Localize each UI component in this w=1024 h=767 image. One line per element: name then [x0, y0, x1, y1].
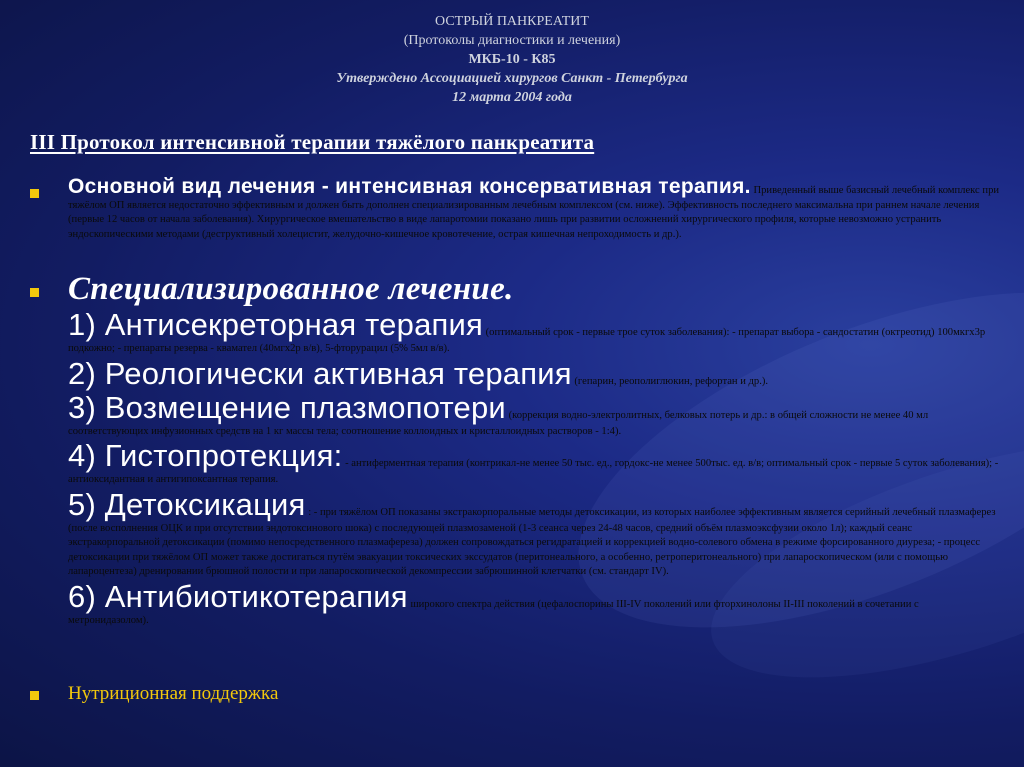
nutrition-bullet: [30, 683, 1002, 705]
main-treatment-bullet: [30, 175, 1002, 242]
specialized-heading: Специализированное лечение.: [68, 271, 514, 307]
main-treatment-lead: Основной вид лечения - интенсивная консервативная терапия.: [68, 175, 751, 198]
bullet-square-icon: [30, 691, 39, 700]
treatment-item-detail: широкого спектра действия (цефалоспорины III-IV поколений или фторхинолоны II-III поколений в сочетании с метронидазолом).: [68, 598, 919, 626]
specialized-treatment-content: [68, 270, 1002, 628]
treatment-item-title: 4) Гистопротекция:: [68, 438, 343, 473]
treatment-item-detail: (коррекция водно-электролитных, белковых потерь и др.: в общей сложности не менее 40 мл соответствующих инфузионных средств на 1 кг массы тела; соотношение коллоидных и кристаллоидных растворов - 1:4).: [68, 409, 929, 437]
main-treatment-text: [68, 175, 1002, 242]
protocol-title: III Протокол интенсивной терапии тяжёлого панкреатита: [30, 130, 595, 154]
header-icd-code: МКБ-10 - К85: [468, 52, 556, 67]
treatment-item-detail: (гепарин, реополиглюкин, рефортан и др.).: [574, 375, 769, 387]
bullet-square-icon: [30, 189, 39, 198]
header-title: ОСТРЫЙ ПАНКРЕАТИТ: [435, 14, 589, 29]
header-approval: Утверждено Ассоциацией хирургов Санкт - Петербурга: [336, 71, 688, 86]
treatment-item: [68, 308, 1002, 357]
treatment-item-title: 5) Детоксикация: [68, 486, 306, 522]
treatment-item: [68, 488, 1002, 580]
treatment-item-title: 3) Возмещение плазмопотери: [68, 389, 506, 425]
main-treatment-body: Приведенный выше базисный лечебный комплекс при тяжёлом ОП является недостаточно эффективным и должен быть дополнен специализированным лечебным комплексом (см. ниже). Эффективность последнего максимальна при раннем начале лечения (первые 12 часов от начала заболевания). Хирургическое вмешательство в виде лапаротомии показано лишь при развитии осложнений хирургического профиля, которые невозможно устранить эндоскопическими методами (деструктивный холецистит, желудочно-кишечное кровотечение, острая кишечная непроходимость и др.).: [68, 185, 1000, 240]
treatment-item-title: 2) Реологически активная терапия: [68, 355, 572, 391]
treatment-item-detail: - антиферментная терапия (контрикал-не менее 50 тыс. ед., гордокс-не менее 500тыс. ед. в/в; оптимальный срок - первые 5 суток заболевания); - антиоксидантная и антигипоксантная терапия.: [68, 458, 999, 485]
nutrition-text: Нутриционная поддержка: [68, 683, 279, 704]
treatment-item: [68, 580, 1002, 629]
header-subtitle: (Протоколы диагностики и лечения): [403, 33, 621, 48]
treatment-item-detail: : - при тяжёлом ОП показаны экстракорпоральные методы детоксикации, из которых наиболее эффективным является серийный лечебный плазмаферез (после восполнения ОЦК и при отсутствии эндотоксинового шока) с последующей плазмозаменой (1-3 сеанса через 24-48 часов, средний объём плазмоэксфузии около 1л); каждый сеанс экстракорпоральной детоксикации (помимо непосредственного плазмафереза) должен сопровождаться регидратацией и коррекцией водно-солевого обмена в режиме форсированного диуреза; - процесс детоксикации при тяжёлом ОП может также достигаться путём эвакуации токсических экссудатов (перитонеального, а особенно, ретроперитонеального) при лапароскопическом (или с помощью лапароцентеза) дренировании брюшной полости и при лапароскопической декомпрессии забрюшинной клетчатки (см. стандарт IV).: [68, 506, 996, 577]
treatment-item-title: 6) Антибиотикотерапия: [68, 578, 408, 614]
bullet-square-icon: [30, 288, 39, 297]
treatment-item-title: 1) Антисекреторная терапия: [68, 307, 483, 342]
specialized-treatment-bullet: [30, 270, 1002, 628]
treatment-item: [68, 439, 1002, 488]
treatment-item: [68, 391, 1002, 440]
treatment-item-detail: (оптимальный срок - первые трое суток заболевания): - препарат выбора - сандостатин (октреотид) 100мкгх3р подкожно; - препараты резерва - квамател (40мгх2р в/в), 5-фторурацил (5% 5мл в/в).: [68, 327, 986, 354]
document-header: [0, 12, 1024, 107]
header-date: 12 марта 2004 года: [452, 90, 572, 105]
treatment-item: [68, 357, 1002, 391]
